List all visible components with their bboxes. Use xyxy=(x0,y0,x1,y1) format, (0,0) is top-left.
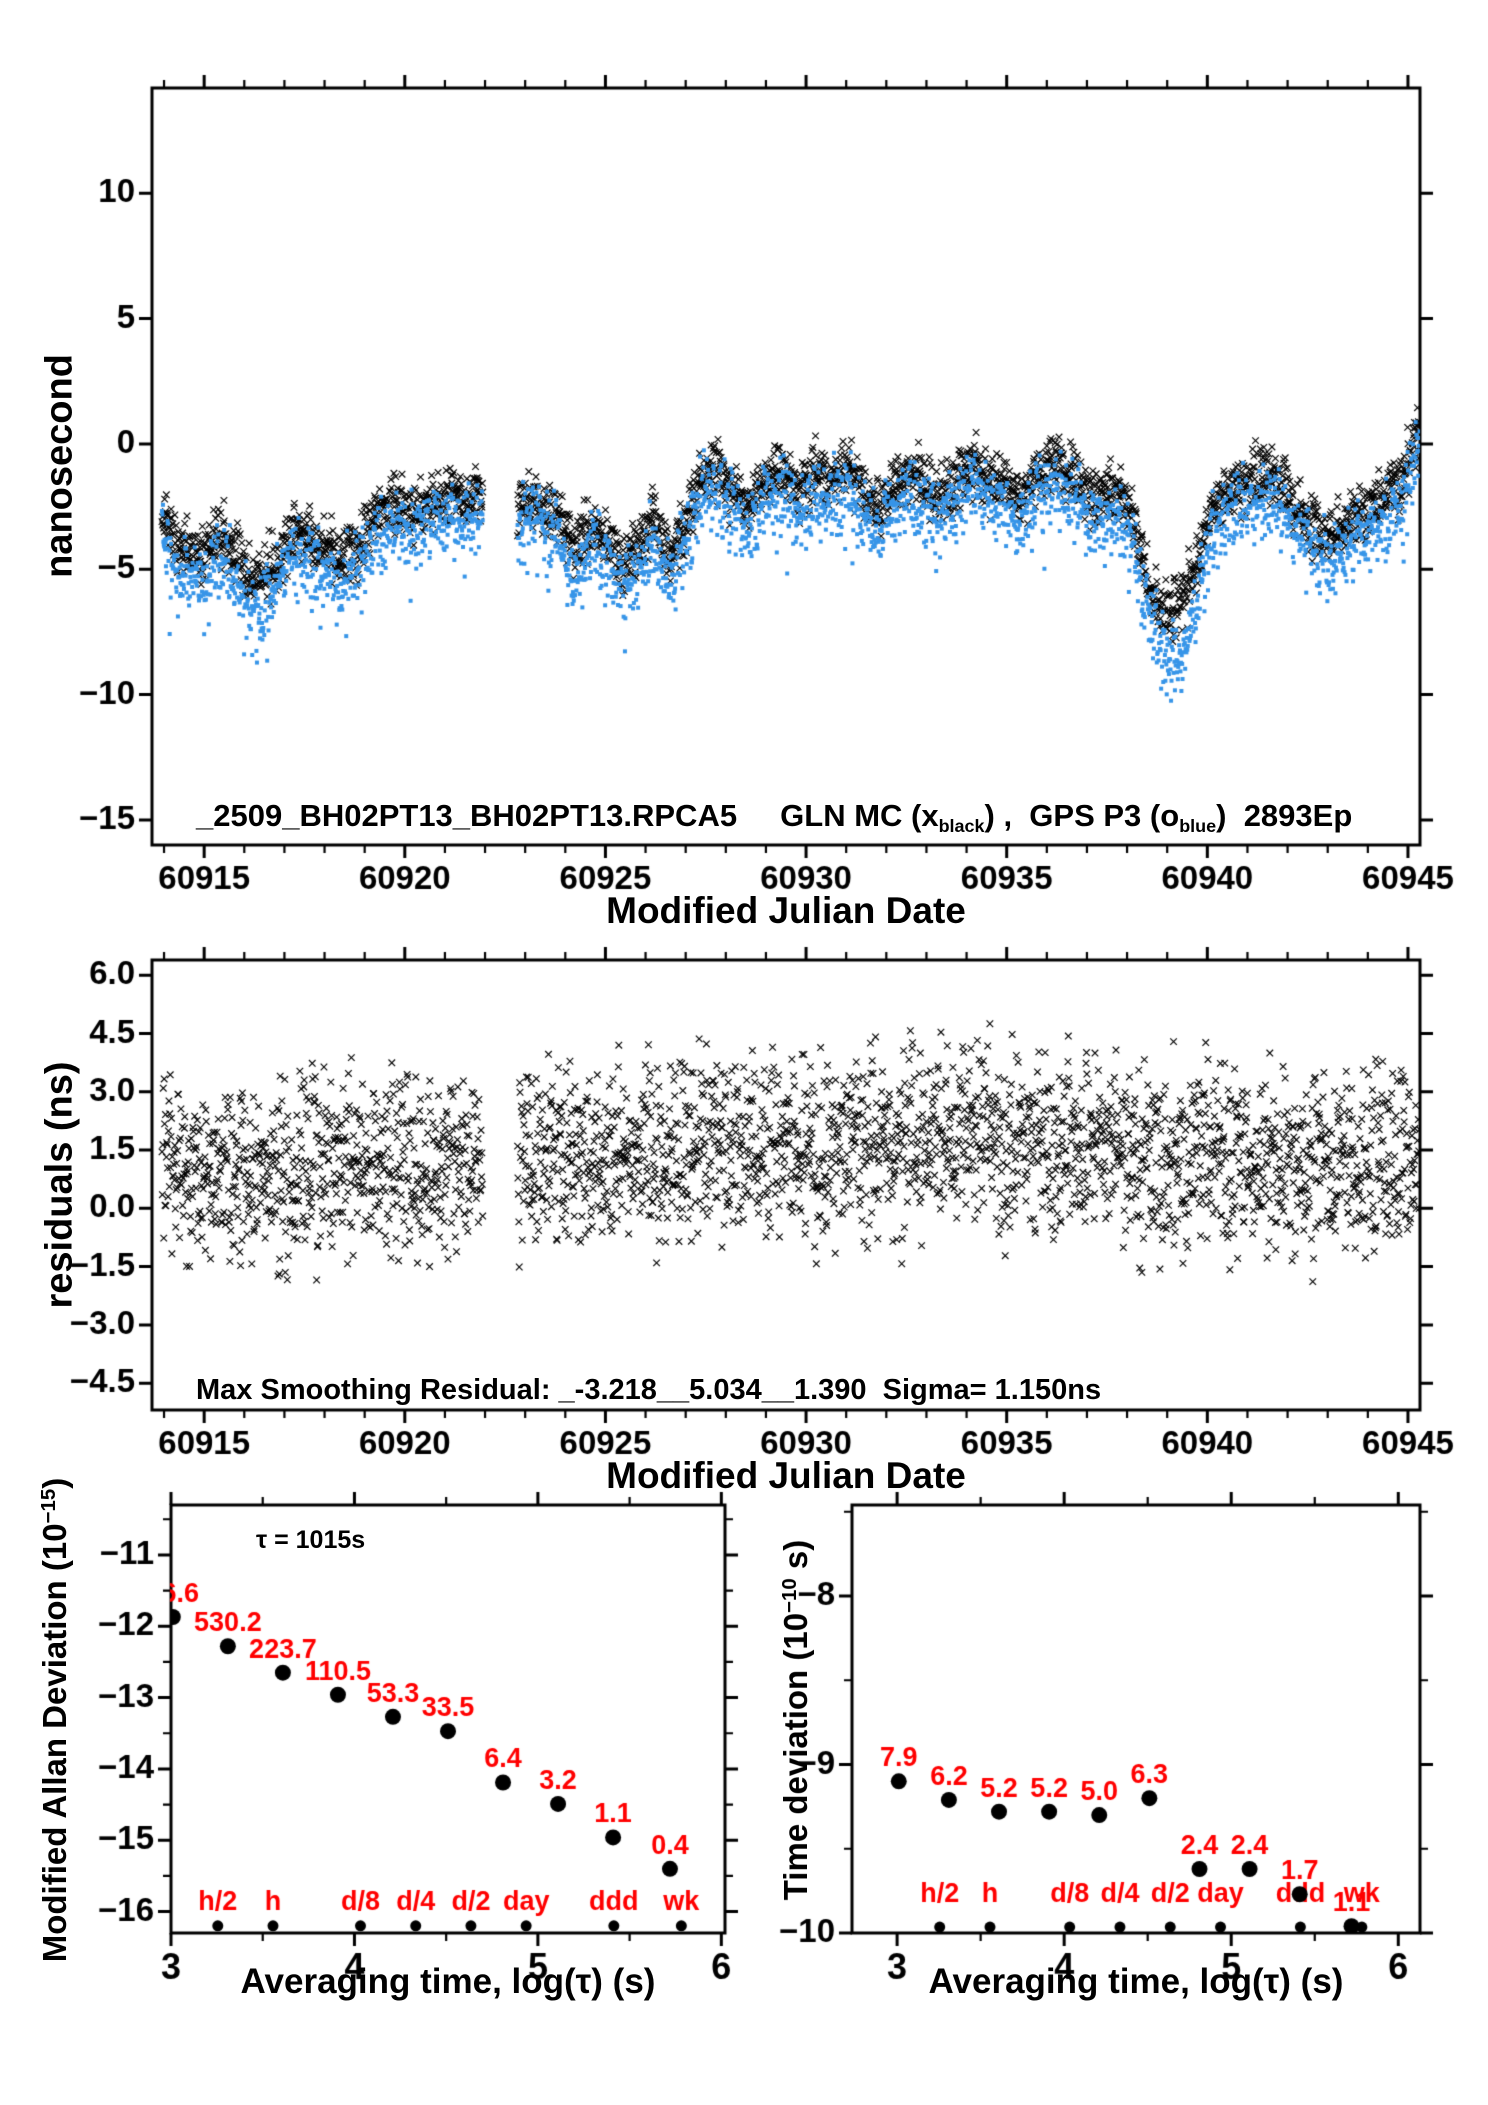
text-part: ) 2893Ep xyxy=(1216,798,1353,833)
mdev-y-axis-title xyxy=(36,1478,74,1963)
text-part: _2509_BH02PT13_BH02PT13.RPCA5 GLN MC (x xyxy=(196,798,939,833)
top-x-axis-title: Modified Julian Date xyxy=(606,890,966,931)
text-part: ) , GPS P3 (o xyxy=(984,798,1180,833)
mdev-x-axis-title: Averaging time, log(τ) (s) xyxy=(240,1962,656,2001)
top-y-axis-title: nanosecond xyxy=(38,354,81,578)
top-panel-legend xyxy=(196,798,1352,837)
text-part: ) xyxy=(36,1477,73,1489)
text-part: blue xyxy=(1179,815,1217,836)
tdev-x-axis-title: Averaging time, log(τ) (s) xyxy=(928,1962,1344,2001)
mid-y-axis-title: residuals (ns) xyxy=(38,1061,81,1309)
text-part: black xyxy=(938,815,985,836)
text-part: −15 xyxy=(36,1488,60,1524)
tau-annotation: τ = 1015s xyxy=(256,1526,366,1554)
mid-x-axis-title: Modified Julian Date xyxy=(606,1455,966,1496)
text-part: −10 xyxy=(777,1578,801,1613)
tdev-y-axis-title xyxy=(777,1540,815,1901)
text-part: Time deviation (10 xyxy=(777,1612,814,1901)
text-part: s) xyxy=(777,1539,814,1579)
text-part: Modified Allan Deviation (10 xyxy=(36,1523,73,1963)
max-smoothing-residual-annotation: Max Smoothing Residual: _-3.218__5.034__1.390 Sigma= 1.150ns xyxy=(196,1374,1102,1406)
